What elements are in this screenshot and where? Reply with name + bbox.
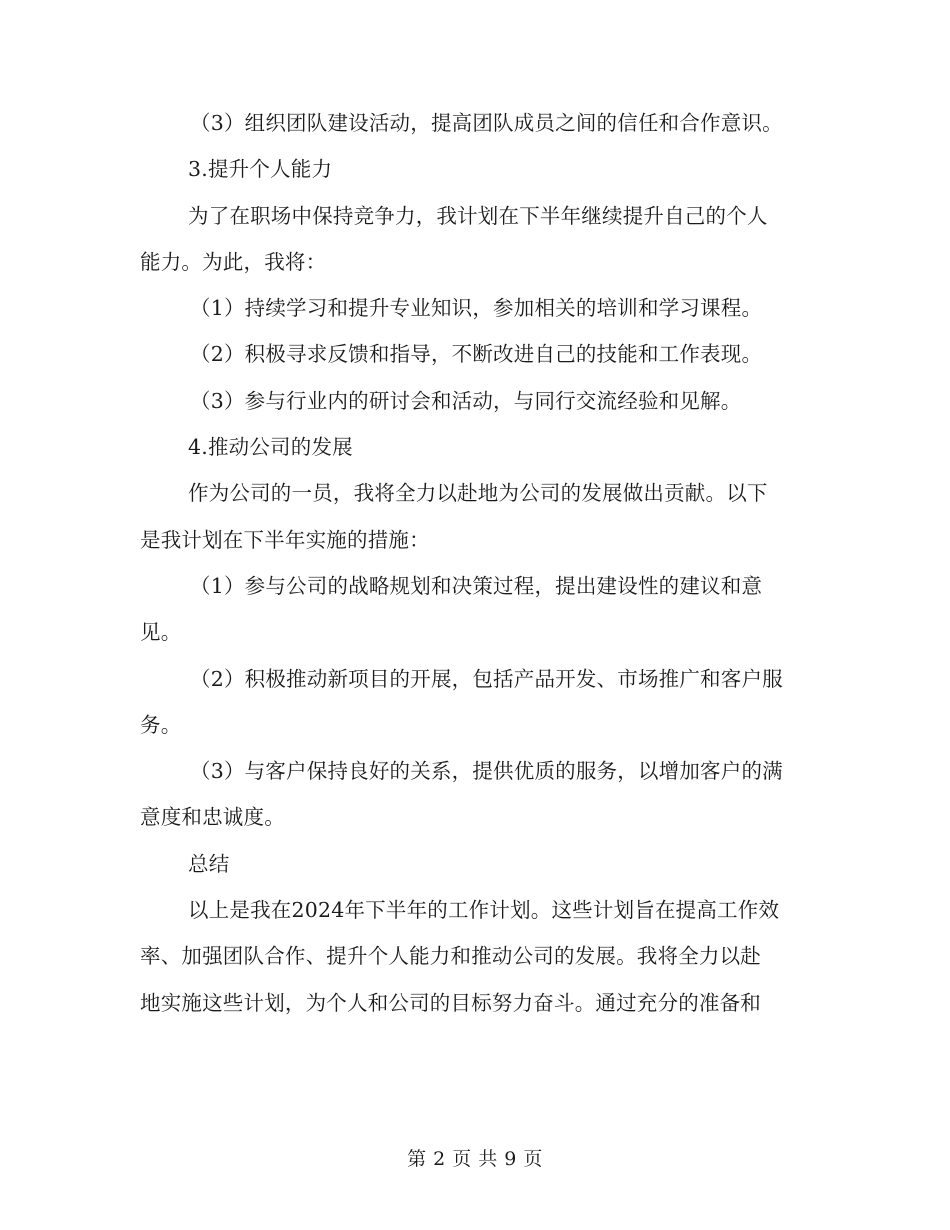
list-item-continuation: 务。: [140, 712, 182, 737]
list-item-continuation: 见。: [140, 620, 182, 645]
document-body: [140, 100, 808, 1026]
paragraph-line: 为了在职场中保持竞争力，我计划在下半年继续提升自己的个人: [188, 203, 768, 228]
list-item: （2）积极寻求反馈和指导，不断改进自己的技能和工作表现。: [190, 342, 763, 367]
section-heading: 3.提升个人能力: [188, 157, 333, 182]
paragraph-line: 率、加强团队合作、提升个人能力和推动公司的发展。我将全力以赴: [140, 944, 761, 969]
list-item: （3）与客户保持良好的关系，提供优质的服务，以增加客户的满: [190, 759, 783, 784]
paragraph-line: 作为公司的一员，我将全力以赴地为公司的发展做出贡献。以下: [188, 481, 768, 506]
section-heading: 总结: [188, 851, 230, 876]
list-item: （3）参与行业内的研讨会和活动，与同行交流经验和见解。: [190, 388, 742, 413]
list-item: （1）持续学习和提升专业知识，参加相关的培训和学习课程。: [190, 296, 763, 321]
paragraph-line: 是我计划在下半年实施的措施：: [140, 527, 430, 552]
section-heading: 4.推动公司的发展: [188, 435, 353, 460]
list-item: （3）组织团队建设活动，提高团队成员之间的信任和合作意识。: [190, 111, 783, 135]
list-item: （1）参与公司的战略规划和决策过程，提出建设性的建议和意: [190, 573, 763, 598]
paragraph-line: 地实施这些计划，为个人和公司的目标努力奋斗。通过充分的准备和: [140, 990, 761, 1015]
list-item-continuation: 意度和忠诚度。: [140, 805, 285, 830]
paragraph-line: 以上是我在2024年下半年的工作计划。这些计划旨在提高工作效: [188, 898, 780, 923]
paragraph-line: 能力。为此，我将：: [140, 249, 327, 274]
list-item: （2）积极推动新项目的开展，包括产品开发、市场推广和客户服: [190, 666, 783, 691]
page-number-footer: 第 2 页 共 9 页: [407, 1148, 543, 1170]
